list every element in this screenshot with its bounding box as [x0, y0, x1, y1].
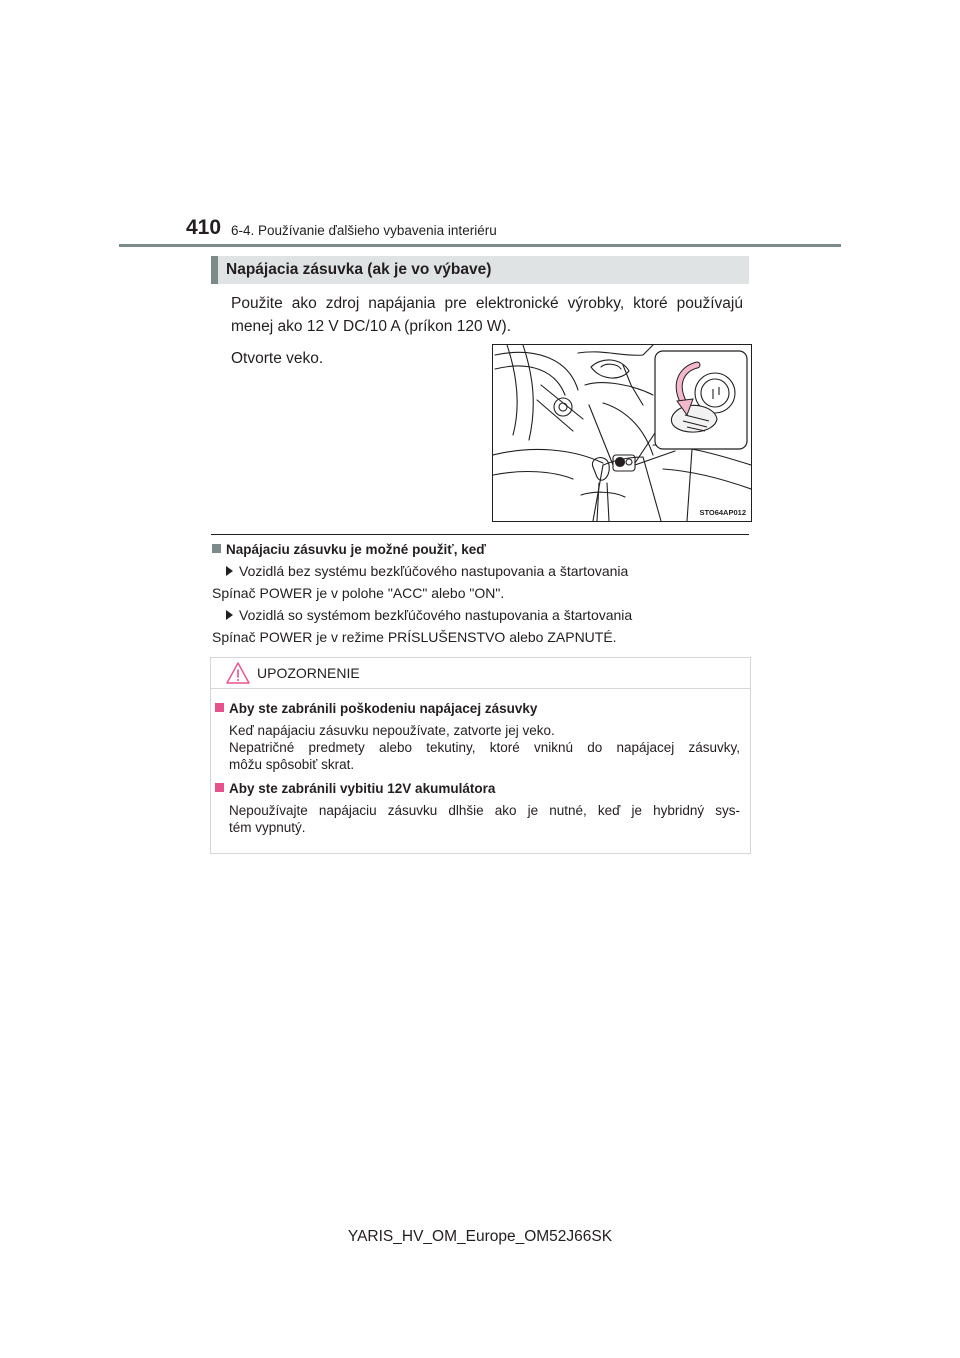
caution-1-line-2: Nepatričné predmety alebo tekutiny, ktoré vniknú do napájacej zásuvky, [229, 740, 740, 755]
usable-conditions-heading [212, 541, 486, 559]
section-heading: Napájacia zásuvka (ak je vo výbave) [226, 261, 492, 278]
page-number: 410 [186, 216, 222, 239]
caution-2-line-2: tém vypnutý. [229, 820, 306, 835]
section-bar-accent [211, 256, 218, 284]
intro-line-1: Použite ako zdroj napájania pre elektronické výrobky, ktoré používajú [231, 295, 743, 312]
triangle-bullet-icon [226, 610, 233, 620]
caution-header [211, 658, 750, 689]
caution-heading-1 [215, 700, 537, 718]
power-outlet-illustration [492, 344, 752, 522]
dashboard-drawing [493, 345, 751, 521]
usable-heading-text: Napájaciu zásuvku je možné použiť, keď [226, 542, 486, 557]
footer-document-code: YARIS_HV_OM_Europe_OM52J66SK [347, 1228, 613, 1245]
caution-heading-1-text: Aby ste zabránili poškodeniu napájacej zásuvky [229, 701, 538, 716]
condition-2-text: Spínač POWER je v režime PRÍSLUŠENSTVO alebo ZAPNUTÉ. [212, 629, 617, 645]
caution-1-line-1: Keď napájaciu zásuvku nepoužívate, zatvorte jej veko. [229, 723, 555, 738]
square-bullet-icon [212, 544, 221, 553]
figure-code: STO64AP012 [699, 508, 746, 517]
warning-triangle-icon [225, 661, 251, 685]
open-lid-instruction: Otvorte veko. [231, 350, 324, 367]
intro-line-2: menej ako 12 V DC/10 A (príkon 120 W). [231, 318, 511, 335]
condition-1-title [226, 562, 628, 580]
condition-1-title-text: Vozidlá bez systému bezkľúčového nastupovania a štartovania [239, 563, 629, 579]
caution-title: UPOZORNENIE [257, 665, 360, 681]
section-heading-bar [211, 256, 749, 284]
pink-square-bullet-icon [215, 703, 224, 712]
triangle-bullet-icon [226, 566, 233, 576]
caution-heading-2 [215, 780, 495, 798]
caution-box [210, 657, 751, 854]
section-divider [211, 534, 749, 535]
chapter-section-title: 6-4. Používanie ďalšieho vybavenia interiéru [231, 223, 497, 238]
header-rule [119, 244, 841, 247]
condition-1-text: Spínač POWER je v polohe "ACC" alebo "ON". [212, 585, 505, 601]
caution-1-line-3: môžu spôsobiť skrat. [229, 757, 355, 772]
condition-2-title-text: Vozidlá so systémom bezkľúčového nastupovania a štartovania [239, 607, 633, 623]
pink-square-bullet-icon [215, 783, 224, 792]
caution-2-line-1: Nepoužívajte napájaciu zásuvku dlhšie ako je nutné, keď je hybridný sys- [229, 803, 740, 818]
caution-heading-2-text: Aby ste zabránili vybitiu 12V akumulátora [229, 781, 496, 796]
condition-2-title [226, 606, 632, 624]
